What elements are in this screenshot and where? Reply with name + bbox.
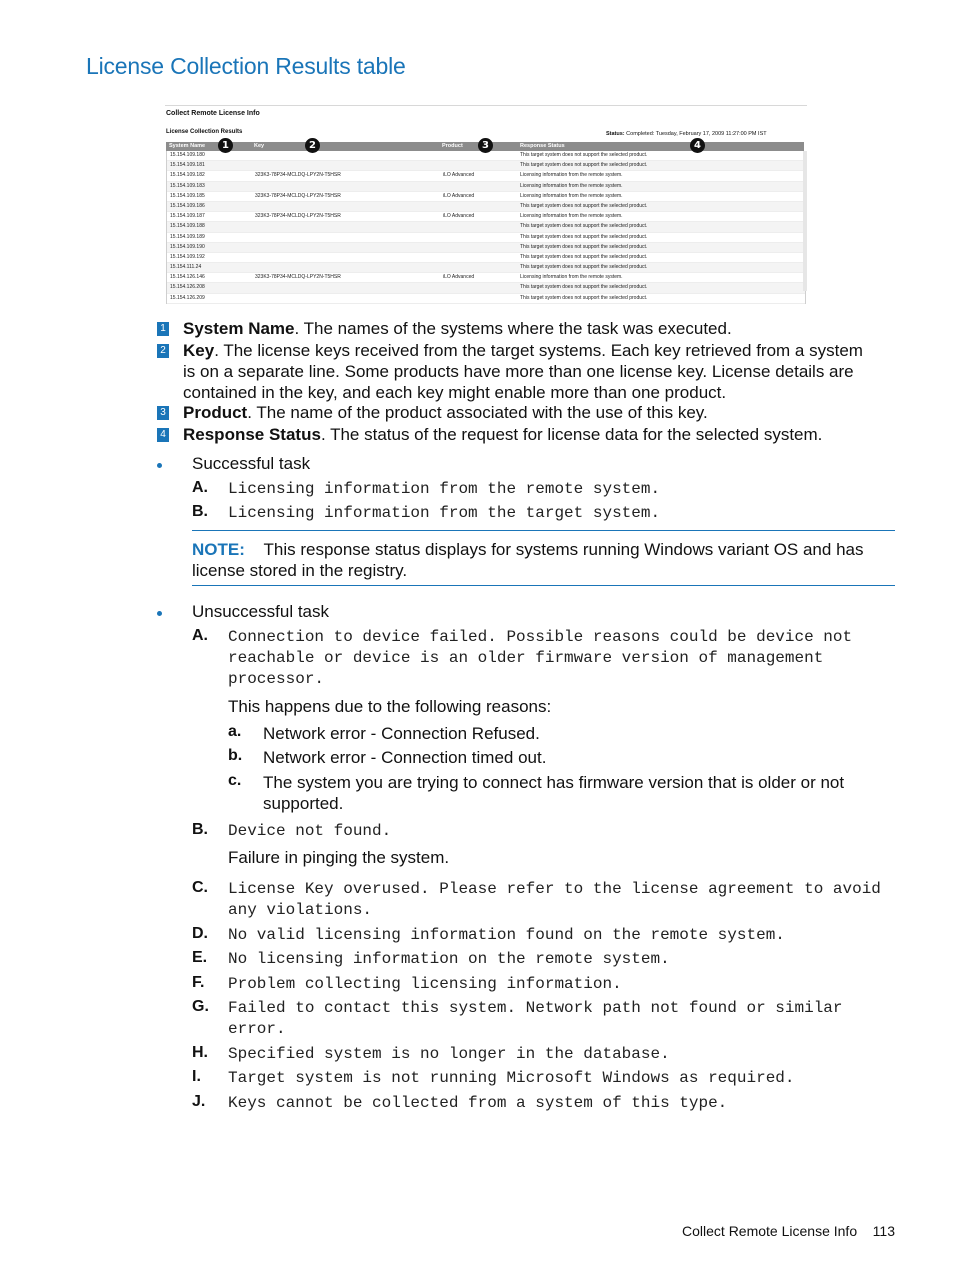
cell-key: 323K3-78P34-MCLDQ-LPY2N-T5HSR xyxy=(255,213,341,220)
cell-product: iLO Advanced xyxy=(443,192,475,199)
table-row[interactable] xyxy=(167,294,805,304)
cell-system-name: 15.154.109.182 xyxy=(170,172,205,179)
table-row[interactable] xyxy=(167,233,805,243)
page-footer xyxy=(682,1223,895,1239)
cell-response-status: This target system does not support the selected product. xyxy=(520,284,648,291)
item-label: I. xyxy=(192,1068,201,1085)
cell-response-status: Licensing information from the remote system. xyxy=(520,182,623,189)
figure-header: Collect Remote License Info xyxy=(166,110,260,117)
table-row[interactable] xyxy=(167,283,805,293)
reason-c: The system you are trying to connect has firmware version that is older or not supported. xyxy=(263,773,845,813)
unsuccessful-item-h: Specified system is no longer in the database. xyxy=(228,1045,670,1063)
page-number: 113 xyxy=(872,1223,895,1239)
callout-2: 2 xyxy=(305,138,320,153)
cell-key: 323K3-78P34-MCLDQ-LPY2N-T5HSR xyxy=(255,274,341,281)
table-row[interactable] xyxy=(167,212,805,222)
table-scrollbar[interactable] xyxy=(803,151,807,291)
unsuccessful-heading: Unsuccessful task xyxy=(192,602,329,621)
item-label: c. xyxy=(228,772,242,789)
item-label: G. xyxy=(192,998,209,1015)
figure-status: Status: Completed: Tuesday, February 17, 2009 11:27:00 PM IST xyxy=(606,131,767,137)
cell-key: 323K3-78P34-MCLDQ-LPY2N-T5HSR xyxy=(255,192,341,199)
table-row[interactable] xyxy=(167,182,805,192)
col-product: Product xyxy=(442,143,463,149)
reason-a: Network error - Connection Refused. xyxy=(263,724,540,743)
table-row[interactable] xyxy=(167,192,805,202)
item-label: C. xyxy=(192,879,208,896)
device-not-found-note: Failure in pinging the system. xyxy=(228,848,450,867)
cell-response-status: This target system does not support the selected product. xyxy=(520,202,648,209)
cell-response-status: This target system does not support the selected product. xyxy=(520,243,648,250)
note-rule-bottom xyxy=(192,585,895,586)
cell-response-status: Licensing information from the remote system. xyxy=(520,213,623,220)
successful-heading: Successful task xyxy=(192,454,311,473)
cell-product: iLO Advanced xyxy=(443,274,475,281)
page-title: License Collection Results table xyxy=(86,53,406,79)
cell-system-name: 15.154.109.180 xyxy=(170,152,205,158)
cell-product: iLO Advanced xyxy=(443,172,475,179)
table-row[interactable] xyxy=(167,222,805,232)
unsuccessful-item-j: Keys cannot be collected from a system of this type. xyxy=(228,1094,728,1112)
item-label: B. xyxy=(192,821,208,838)
item-label: A. xyxy=(192,479,208,496)
item-label: A. xyxy=(192,627,208,644)
footer-section: Collect Remote License Info xyxy=(682,1223,858,1239)
cell-system-name: 15.154.109.189 xyxy=(170,233,205,240)
item-label: J. xyxy=(192,1093,206,1110)
note-rule-top xyxy=(192,530,895,531)
item-label: H. xyxy=(192,1044,208,1061)
cell-response-status: This target system does not support the selected product. xyxy=(520,223,648,230)
item-label: a. xyxy=(228,723,242,740)
cell-system-name: 15.154.109.187 xyxy=(170,213,205,220)
unsuccessful-item-i: Target system is not running Microsoft Windows as required. xyxy=(228,1069,795,1087)
successful-item-a: Licensing information from the remote system. xyxy=(228,480,661,498)
callout-4: 4 xyxy=(690,138,705,153)
reason-b: Network error - Connection timed out. xyxy=(263,748,547,767)
unsuccessful-item-b: Device not found. xyxy=(228,822,392,840)
cell-response-status: This target system does not support the selected product. xyxy=(520,294,648,301)
item-label: E. xyxy=(192,949,208,966)
item-label: b. xyxy=(228,747,243,764)
legend-item-2: 2 Key. The license keys received from the target systems. Each key retrieved from a system is on a separate line. Some products have more than one license key. License details are contained in the key, and each key might enable more than one product. xyxy=(157,340,877,403)
cell-response-status: Licensing information from the remote system. xyxy=(520,172,623,179)
figure-subheader: License Collection Results xyxy=(166,129,243,135)
table-row[interactable] xyxy=(167,171,805,181)
cell-response-status: This target system does not support the selected product. xyxy=(520,162,648,169)
successful-item-b: Licensing information from the target system. xyxy=(228,504,661,522)
legend-item-1: 1 System Name. The names of the systems where the task was executed. xyxy=(157,318,877,339)
legend-item-4: 4 Response Status. The status of the request for license data for the selected system. xyxy=(157,424,877,445)
cell-response-status: This target system does not support the selected product. xyxy=(520,264,648,271)
cell-response-status: Licensing information from the remote system. xyxy=(520,192,623,199)
bullet-icon xyxy=(157,463,162,468)
col-system-name: System Name xyxy=(169,143,206,149)
license-results-screenshot xyxy=(165,105,807,301)
unsuccessful-item-c: License Key overused. Please refer to the license agreement to avoid any violations. xyxy=(228,880,881,919)
cell-system-name: 15.154.126.146 xyxy=(170,274,205,281)
table-row[interactable] xyxy=(167,161,805,171)
cell-response-status: This target system does not support the selected product. xyxy=(520,253,648,260)
item-label: F. xyxy=(192,974,205,991)
cell-system-name: 15.154.109.185 xyxy=(170,192,205,199)
cell-product: iLO Advanced xyxy=(443,213,475,220)
results-table-body xyxy=(166,151,806,304)
item-label: D. xyxy=(192,925,208,942)
cell-response-status: This target system does not support the selected product. xyxy=(520,233,648,240)
unsuccessful-item-f: Problem collecting licensing information. xyxy=(228,975,622,993)
table-row[interactable] xyxy=(167,263,805,273)
cell-response-status: This target system does not support the selected product. xyxy=(520,152,648,158)
table-row[interactable] xyxy=(167,253,805,263)
cell-key: 323K3-78P34-MCLDQ-LPY2N-T5HSR xyxy=(255,172,341,179)
bullet-icon xyxy=(157,611,162,616)
cell-response-status: Licensing information from the remote system. xyxy=(520,274,623,281)
cell-system-name: 15.154.109.183 xyxy=(170,182,205,189)
item-label: B. xyxy=(192,503,208,520)
callout-3: 3 xyxy=(478,138,493,153)
table-row[interactable] xyxy=(167,202,805,212)
unsuccessful-item-g: Failed to contact this system. Network path not found or similar error. xyxy=(228,999,843,1038)
unsuccessful-item-e: No licensing information on the remote system. xyxy=(228,950,670,968)
col-response-status: Response Status xyxy=(520,143,565,149)
legend-item-3: 3 Product. The name of the product associated with the use of this key. xyxy=(157,402,877,423)
cell-system-name: 15.154.109.181 xyxy=(170,162,205,169)
cell-system-name: 15.154.126.208 xyxy=(170,284,205,291)
reasons-intro: This happens due to the following reasons: xyxy=(228,697,552,716)
cell-system-name: 15.154.109.192 xyxy=(170,253,205,260)
cell-system-name: 15.154.109.186 xyxy=(170,202,205,209)
unsuccessful-item-d: No valid licensing information found on the remote system. xyxy=(228,926,785,944)
table-row[interactable] xyxy=(167,273,805,283)
cell-system-name: 15.154.111.24 xyxy=(170,264,202,271)
note: NOTE: This response status displays for systems running Windows variant OS and has license stored in the registry. xyxy=(192,540,864,580)
cell-system-name: 15.154.126.209 xyxy=(170,294,205,301)
col-key: Key xyxy=(254,143,265,149)
cell-system-name: 15.154.109.190 xyxy=(170,243,205,250)
cell-system-name: 15.154.109.188 xyxy=(170,223,205,230)
callout-1: 1 xyxy=(218,138,233,153)
unsuccessful-item-a: Connection to device failed. Possible reasons could be device not reachable or device is an older firmware version of management processor. xyxy=(228,628,853,688)
table-row[interactable] xyxy=(167,243,805,253)
